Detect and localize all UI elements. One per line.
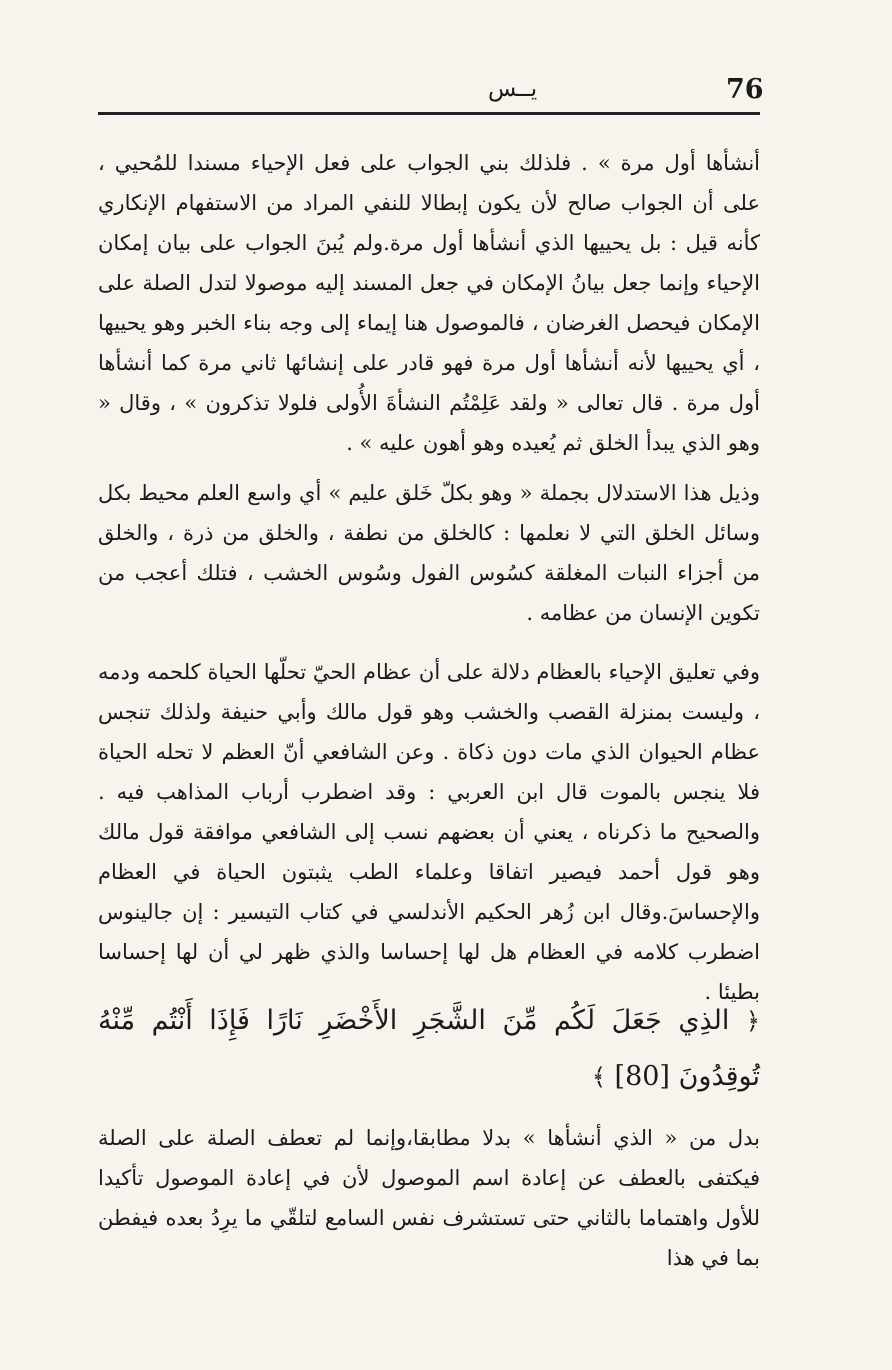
header-rule — [98, 112, 760, 115]
running-title: يــس — [488, 76, 538, 102]
verse-text: الذِي جَعَلَ لَكُم مِّنَ الشَّجَرِ الأَخْضَرِ نَارًا فَإِذَا أَنْتُم مِّنْهُ تُوقِدُونَ — [98, 1005, 760, 1092]
verse-close-bracket: ﴾ — [591, 1063, 606, 1091]
page-number: 76 — [726, 74, 764, 105]
quran-verse — [98, 993, 760, 1105]
paragraph-3: وفي تعليق الإحياء بالعظام دلالة على أن عظام الحيّ تحلّها الحياة كلحمه ودمه ، وليست بمنزلة القصب والخشب وهو قول مالك وأبي حنيفة ولذلك تنجس عظام الحيوان الذي مات دون ذكاة . وعن الشافعي أنّ العظم لا تحله الحياة فلا ينجس بالموت قال ابن العربي : وقد اضطرب أرباب المذاهب فيه . والصحيح ما ذكرناه ، يعني أن بعضهم نسب إلى الشافعي موافقة قول مالك وهو قول أحمد فيصير اتفاقا وعلماء الطب يثبتون الحياة في العظام والإحساسَ.وقال ابن زُهر الحكيم الأندلسي في كتاب التيسير : إن جالينوس اضطرب كلامه في العظام هل لها إحساسا والذي ظهر لي أن لها إحساسا بطيئا . — [98, 660, 760, 1004]
paragraph-1: أنشأها أول مرة » . فلذلك بني الجواب على فعل الإحياء مسندا للمُحيي ، على أن الجواب صالح لأن يكون إبطالا للنفي المراد من الاستفهام الإنكاري كأنه قيل : بل يحييها الذي أنشأها أول مرة.ولم يُبنَ الجواب على بيان إمكان الإحياء وإنما جعل بيانُ الإمكان في جعل المسند إليه موصولا لتدل الصلة على الإمكان فيحصل الغرضان ، فالموصول هنا إيماء إلى وجه بناء الخبر وهو يحييها ، أي يحييها لأنه أنشأها أول مرة فهو قادر على إنشائها ثاني مرة كما أنشأها أول مرة . قال تعالى « ولقد عَلِمْتُم النشأةَ الأُولى فلولا تذكرون » ، وقال « وهو الذي يبدأ الخلق ثم يُعيده وهو أهون عليه » . — [98, 151, 760, 455]
page-header — [98, 70, 764, 110]
paragraph-2: وذيل هذا الاستدلال بجملة « وهو بكلّ خَلق عليم » أي واسع العلم محيط بكل وسائل الخلق التي لا نعلمها : كالخلق من نطفة ، والخلق من ذرة ، والخلق من أجزاء النبات المغلقة كسُوس الفول وسُوس الخشب ، فتلك أعجب من تكوين الإنسان من عظامه . — [98, 481, 760, 625]
paragraph-4: بدل من « الذي أنشأها » بدلا مطابقا،وإنما لم تعطف الصلة على الصلة فيكتفى بالعطف عن إعادة اسم الموصول لأن في إعادة الموصول تأكيدا للأول واهتماما بالثاني حتى تستشرف نفس السامع لتلقّي ما يرِدُ بعده فيفطن بما في هذا — [98, 1126, 760, 1270]
verse-open-bracket: ﴿ — [745, 1007, 760, 1035]
verse-number: [80] — [614, 1061, 670, 1092]
